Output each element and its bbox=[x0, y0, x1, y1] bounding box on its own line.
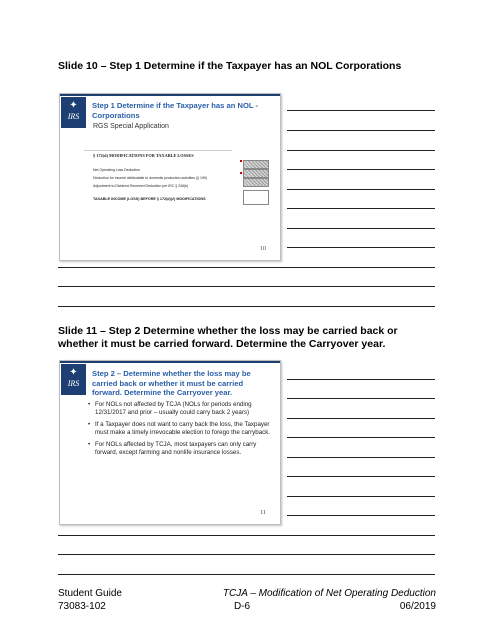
note-line bbox=[58, 574, 435, 575]
red-marker bbox=[240, 160, 242, 162]
bullet-list bbox=[88, 401, 274, 461]
note-line bbox=[58, 267, 435, 268]
eagle-icon: ✦ bbox=[69, 100, 78, 111]
modifications-header: § 172(d) MODIFICATIONS FOR TAXABLE LOSSES bbox=[93, 153, 194, 158]
note-line bbox=[287, 437, 435, 438]
irs-logo-text: IRS bbox=[67, 112, 80, 121]
note-line bbox=[58, 286, 435, 287]
bullet-item: • For NOLs not affected by TCJA (NOLs for periods ending 12/31/2017 and prior – usually could carry back 2 years) bbox=[88, 401, 274, 417]
footer-page-number: D-6 bbox=[234, 601, 251, 612]
footer-course-number: 73083-102 bbox=[58, 601, 106, 612]
bullet-item: • For NOLs affected by TCJA, most taxpayers can only carry forward, except farming and nonlife insurance losses. bbox=[88, 441, 274, 457]
slide-10-heading: Slide 10 – Step 1 Determine if the Taxpayer has an NOL Corporations bbox=[58, 60, 402, 72]
bullet-item: • If a Taxpayer does not want to carry back the loss, the Taxpayer must make a timely irrevocable election to forego the carryback. bbox=[88, 421, 274, 437]
note-line bbox=[287, 457, 435, 458]
slide-top-bar bbox=[60, 361, 280, 363]
slide-divider bbox=[84, 150, 232, 151]
footer-date: 06/2019 bbox=[399, 601, 436, 612]
table-row: Net Operating Loss Deduction bbox=[93, 168, 140, 172]
note-line bbox=[287, 379, 435, 380]
note-line bbox=[58, 535, 435, 536]
table-row: Deduction for income attributable to domestic production activities (§ 199) bbox=[93, 176, 208, 180]
slide-top-bar bbox=[60, 94, 280, 96]
taxable-income-row: TAXABLE INCOME (LOSS) BEFORE § 172(d)(2) MODIFICATIONS bbox=[93, 197, 206, 201]
note-line bbox=[287, 476, 435, 477]
note-line bbox=[58, 554, 435, 555]
note-line bbox=[287, 228, 435, 229]
footer-document-title: TCJA – Modification of Net Operating Deduction bbox=[222, 588, 436, 599]
irs-logo-text: IRS bbox=[67, 379, 80, 388]
note-line bbox=[287, 247, 435, 248]
slide-11-thumbnail bbox=[59, 360, 281, 525]
slide-10-thumbnail bbox=[59, 93, 281, 261]
hatched-cell bbox=[243, 178, 269, 187]
hatched-cell bbox=[243, 160, 269, 169]
slide-subtitle: RGS Special Application bbox=[93, 123, 169, 130]
note-line bbox=[287, 515, 435, 516]
note-line bbox=[287, 418, 435, 419]
footer-guide-title: Student Guide bbox=[58, 588, 122, 599]
eagle-icon: ✦ bbox=[69, 367, 78, 378]
slide-title: Step 1 Determine if the Taxpayer has an NOL - Corporations bbox=[92, 101, 258, 120]
slide-title: Step 2 – Determine whether the loss may be carried back or whether it must be carried forward. Determine the Carryover year. bbox=[92, 369, 251, 397]
note-line bbox=[287, 398, 435, 399]
note-line bbox=[287, 189, 435, 190]
note-line bbox=[287, 110, 435, 111]
note-line bbox=[287, 208, 435, 209]
hatched-cell bbox=[243, 169, 269, 178]
result-cell bbox=[243, 190, 269, 205]
slide-page-number: 11 bbox=[260, 510, 266, 516]
note-line bbox=[287, 496, 435, 497]
slide-page-number: 10 bbox=[260, 246, 266, 252]
table-row: Adjustment to Dividend Received Deduction per IRC § 246(b) bbox=[93, 184, 189, 188]
red-marker bbox=[240, 172, 242, 174]
irs-logo bbox=[61, 97, 86, 128]
note-line bbox=[287, 169, 435, 170]
note-line bbox=[287, 130, 435, 131]
irs-logo bbox=[61, 364, 86, 395]
note-line bbox=[58, 306, 435, 307]
note-line bbox=[287, 150, 435, 151]
slide-11-heading: Slide 11 – Step 2 Determine whether the loss may be carried back or whether it must be carried forward. Determine the Carryover year. bbox=[58, 325, 398, 350]
